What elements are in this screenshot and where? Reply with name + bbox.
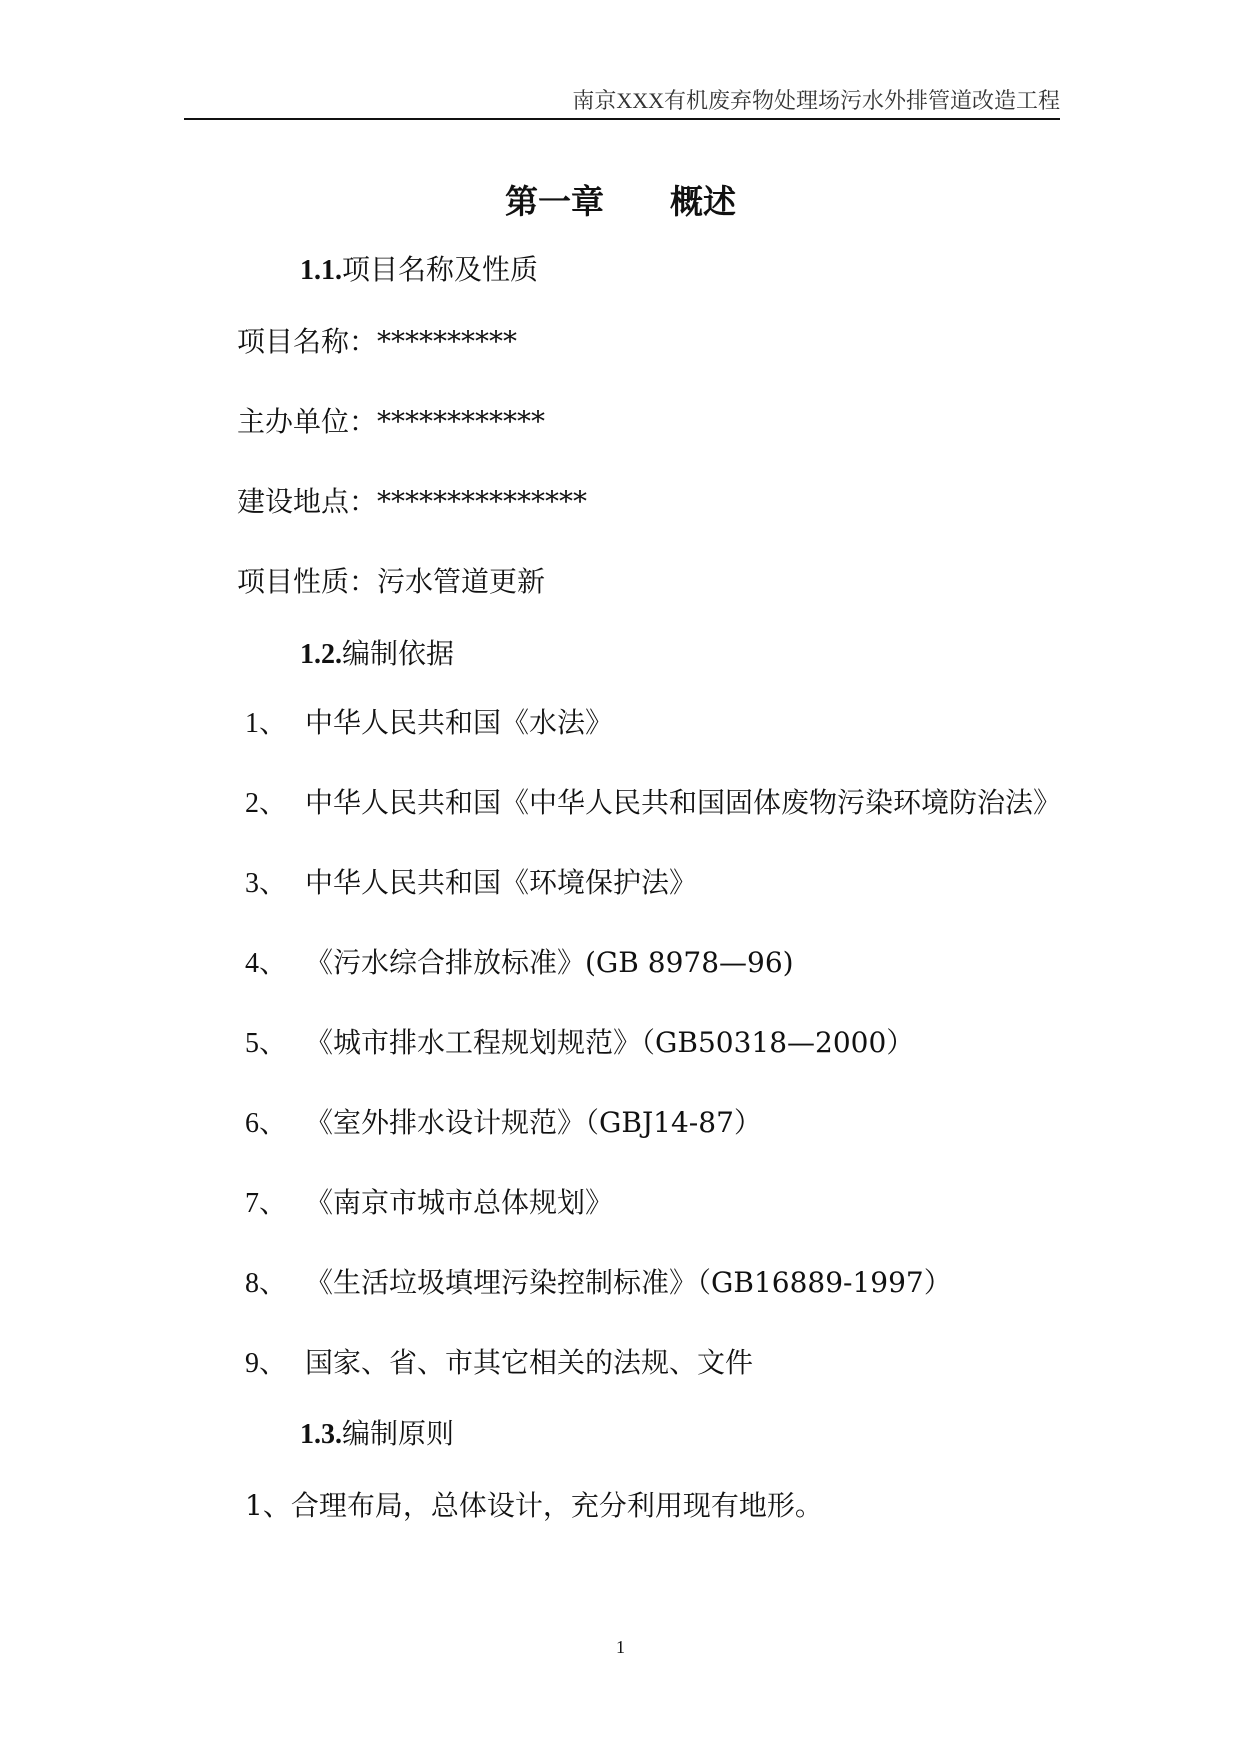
item-text: 中华人民共和国《中华人民共和国固体废物污染环境防治法》 <box>305 786 1062 819</box>
section-title: 项目名称及性质 <box>342 253 539 286</box>
list-item <box>245 783 1061 824</box>
field-label: 主办单位： <box>237 405 378 438</box>
item-number: 1、 <box>245 708 288 739</box>
item-number: 5、 <box>245 1028 288 1059</box>
item-number: 9、 <box>245 1348 288 1379</box>
list-item <box>245 1103 762 1144</box>
item-text: 1、合理布局，总体设计，充分利用现有地形。 <box>245 1489 823 1522</box>
list-item <box>245 1343 753 1384</box>
page-number: 1 <box>616 1637 625 1657</box>
header-rule <box>184 118 1060 120</box>
item-text: 《生活垃圾填埋污染控制标准》（GB16889-1997） <box>305 1266 952 1299</box>
field-value: 污水管道更新 <box>377 565 546 598</box>
item-text: 国家、省、市其它相关的法规、文件 <box>305 1346 754 1379</box>
field-label: 项目性质： <box>237 565 378 598</box>
item-number: 2、 <box>245 788 288 819</box>
field-value: ************ <box>377 405 546 438</box>
field-label: 项目名称： <box>237 325 378 358</box>
item-number: 4、 <box>245 948 288 979</box>
principle-item <box>245 1486 823 1526</box>
section-heading-1-1 <box>300 250 538 291</box>
section-heading-1-2 <box>300 634 454 675</box>
item-number: 3、 <box>245 868 288 899</box>
section-number: 1.3. <box>300 1419 342 1450</box>
field-location <box>237 482 587 522</box>
field-label: 建设地点： <box>237 485 378 518</box>
item-number: 7、 <box>245 1188 288 1219</box>
item-text: 《污水综合排放标准》(GB 8978—96) <box>305 946 794 979</box>
section-title: 编制依据 <box>342 637 455 670</box>
section-number: 1.2. <box>300 639 342 670</box>
list-item <box>245 863 697 904</box>
field-sponsor <box>237 402 545 442</box>
item-text: 《室外排水设计规范》（GBJ14-87） <box>305 1106 762 1139</box>
list-item <box>245 1263 952 1304</box>
list-item <box>245 943 794 984</box>
field-value: ********** <box>377 325 518 358</box>
field-project-name <box>237 322 517 362</box>
item-text: 《城市排水工程规划规范》（GB50318—2000） <box>305 1026 915 1059</box>
running-header: 南京XXX有机废弃物处理场污水外排管道改造工程 <box>572 88 1060 113</box>
section-title: 编制原则 <box>342 1417 455 1450</box>
section-number: 1.1. <box>300 255 342 286</box>
field-value: *************** <box>377 485 588 518</box>
item-number: 6、 <box>245 1108 288 1139</box>
chapter-title: 第一章 概述 <box>505 182 736 221</box>
item-number: 8、 <box>245 1268 288 1299</box>
list-item <box>245 703 613 744</box>
list-item <box>245 1023 914 1064</box>
item-text: 中华人民共和国《环境保护法》 <box>305 866 698 899</box>
list-item <box>245 1183 613 1224</box>
item-text: 《南京市城市总体规划》 <box>305 1186 614 1219</box>
field-nature <box>237 562 545 602</box>
item-text: 中华人民共和国《水法》 <box>305 706 614 739</box>
section-heading-1-3 <box>300 1414 454 1455</box>
